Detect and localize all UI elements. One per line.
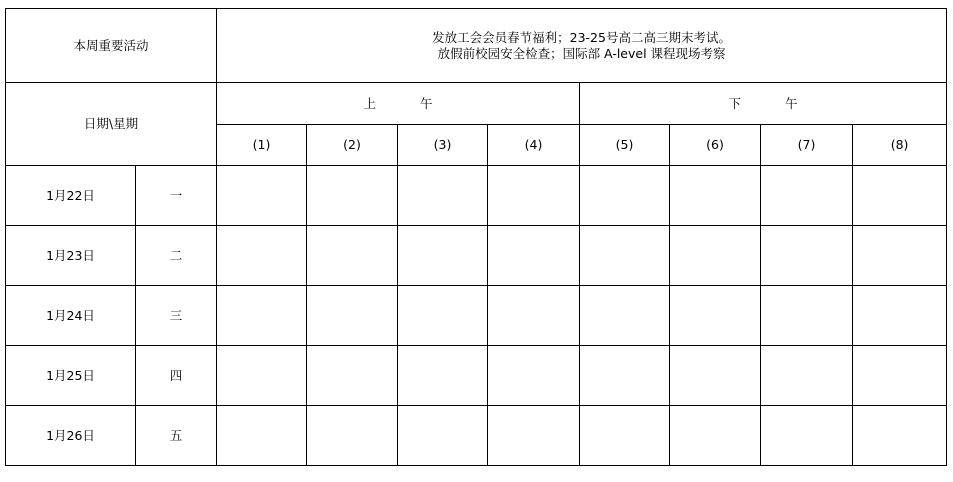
schedule-cell xyxy=(217,346,307,406)
period-header: (2) xyxy=(307,125,398,166)
schedule-cell xyxy=(853,166,947,226)
schedule-cell xyxy=(307,286,398,346)
date-weekday-label: 日期\星期 xyxy=(6,83,217,166)
schedule-cell xyxy=(670,406,761,466)
half-day-header-row xyxy=(6,83,947,125)
day-weekday: 三 xyxy=(136,286,217,346)
schedule-cell xyxy=(580,286,670,346)
schedule-cell xyxy=(488,226,580,286)
schedule-cell xyxy=(580,346,670,406)
day-row xyxy=(6,346,947,406)
schedule-cell xyxy=(307,226,398,286)
schedule-cell xyxy=(398,166,488,226)
period-header: (1) xyxy=(217,125,307,166)
day-row xyxy=(6,166,947,226)
schedule-cell xyxy=(307,166,398,226)
schedule-cell xyxy=(580,166,670,226)
day-row xyxy=(6,406,947,466)
afternoon-header: 下 午 xyxy=(580,83,947,125)
schedule-cell xyxy=(307,346,398,406)
morning-header: 上 午 xyxy=(217,83,580,125)
activities-line-2: 放假前校园安全检查；国际部 A-level 课程现场考察 xyxy=(437,45,726,61)
day-row xyxy=(6,286,947,346)
schedule-cell xyxy=(670,166,761,226)
period-header: (6) xyxy=(670,125,761,166)
weekly-schedule-table xyxy=(5,8,947,466)
schedule-cell xyxy=(853,346,947,406)
activities-row xyxy=(6,9,947,83)
day-weekday: 五 xyxy=(136,406,217,466)
period-header: (7) xyxy=(761,125,853,166)
schedule-cell xyxy=(398,286,488,346)
schedule-cell xyxy=(488,286,580,346)
period-header: (4) xyxy=(488,125,580,166)
day-date: 1月23日 xyxy=(6,226,136,286)
schedule-cell xyxy=(761,286,853,346)
activities-line-1: 发放工会会员春节福利；23-25号高二高三期末考试。 xyxy=(432,29,731,45)
schedule-cell xyxy=(217,286,307,346)
day-row xyxy=(6,226,947,286)
day-date: 1月24日 xyxy=(6,286,136,346)
schedule-cell xyxy=(488,346,580,406)
day-weekday: 二 xyxy=(136,226,217,286)
schedule-cell xyxy=(307,406,398,466)
schedule-cell xyxy=(761,226,853,286)
activities-content xyxy=(217,9,947,83)
period-header: (5) xyxy=(580,125,670,166)
schedule-cell xyxy=(853,226,947,286)
schedule-cell xyxy=(853,286,947,346)
day-weekday: 四 xyxy=(136,346,217,406)
schedule-cell xyxy=(670,286,761,346)
period-header: (3) xyxy=(398,125,488,166)
schedule-cell xyxy=(761,166,853,226)
schedule-cell xyxy=(488,166,580,226)
schedule-cell xyxy=(488,406,580,466)
schedule-cell xyxy=(670,346,761,406)
day-date: 1月22日 xyxy=(6,166,136,226)
schedule-cell xyxy=(670,226,761,286)
schedule-cell xyxy=(398,346,488,406)
schedule-cell xyxy=(761,406,853,466)
schedule-cell xyxy=(761,346,853,406)
schedule-cell xyxy=(398,226,488,286)
schedule-cell xyxy=(580,226,670,286)
schedule-cell xyxy=(217,226,307,286)
schedule-cell xyxy=(217,166,307,226)
day-date: 1月26日 xyxy=(6,406,136,466)
schedule-cell xyxy=(217,406,307,466)
activities-label: 本周重要活动 xyxy=(6,9,217,83)
schedule-cell xyxy=(580,406,670,466)
period-header: (8) xyxy=(853,125,947,166)
schedule-cell xyxy=(853,406,947,466)
day-weekday: 一 xyxy=(136,166,217,226)
day-date: 1月25日 xyxy=(6,346,136,406)
schedule-cell xyxy=(398,406,488,466)
